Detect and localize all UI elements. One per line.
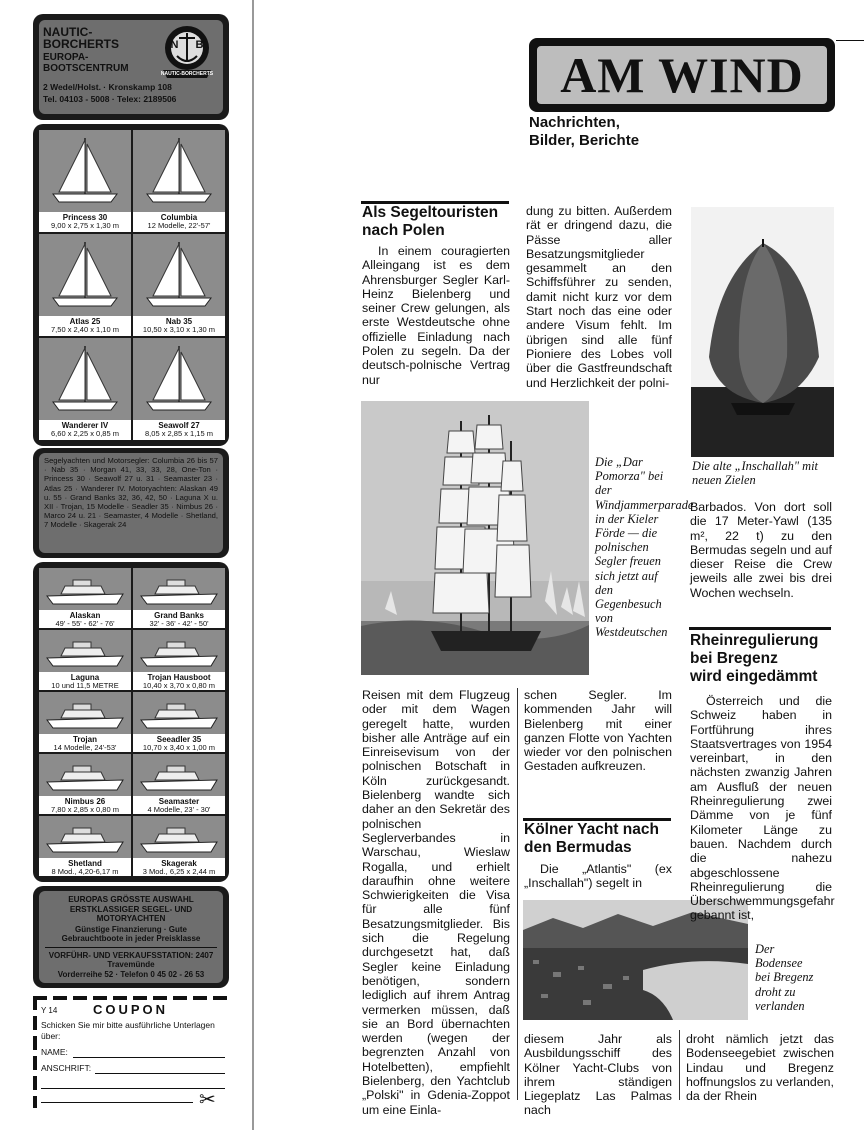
motorboat-picture	[39, 816, 131, 858]
motorboat-card	[39, 568, 131, 628]
motorboat-picture	[133, 568, 225, 610]
motorboat-picture	[133, 754, 225, 796]
sailboat-card	[39, 130, 131, 232]
motorboat-dims: 14 Modelle, 24'-53'	[53, 743, 117, 752]
motorboat-dims: 10 und 11,5 METRE	[51, 681, 119, 690]
article1-col2-top: dung zu bitten. Außerdem rät er dringend dazu, die Pässe aller Besatzungsmitglieder gesammelt an den Schiffsführer zu senden, damit nicht kurz vor dem Start noch das eine oder andere Visum fehlt. Im übrigen sind alle fünf Pioniere des Lobes voll über die Gastfreundschaft und Herzlichkeit der polni-	[526, 204, 672, 390]
nautic-phone: Tel. 04103 - 5008 · Telex: 2189506	[43, 94, 177, 104]
sailboat-grid	[39, 130, 225, 440]
article1-headline-line-1: Als Segeltouristen	[362, 204, 499, 221]
nautic-logo	[157, 24, 217, 80]
motorboat-dims: 3 Mod., 6,25 x 2,44 m	[142, 867, 216, 876]
article2-headline-line-1: Kölner Yacht nach	[524, 821, 659, 838]
scissors-icon: ✂	[199, 1089, 216, 1111]
motorboat-dims: 49' - 55' - 62' - 76'	[55, 619, 115, 628]
article2-lower: diesem Jahr als Ausbildungsschiff des Kölner Yacht-Clubs von ihrem ständigen Liegeplatz Las Palmas nach	[524, 1032, 672, 1118]
coupon-code: Y 14	[41, 1006, 58, 1015]
sailboat-name: Columbia	[160, 213, 198, 222]
motorboat-dims: 4 Modelle, 23' - 30'	[147, 805, 211, 814]
bodensee-caption: Der Bodensee bei Bregenz droht zu verlanden	[755, 942, 814, 1013]
nautic-logo-letters: N B	[170, 39, 204, 51]
motorboat-grid	[39, 568, 225, 876]
section-subtitle	[529, 114, 639, 150]
article2-right: Barbados. Von dort soll die 17 Meter-Yawl (135 m², 22 t) zu den Bermudas segeln und auf dieser Reise die Crew jeweils alle zwei bis drei Wochen wechseln.	[690, 500, 832, 600]
motorboat-name: Laguna	[70, 673, 100, 682]
coupon	[33, 996, 229, 1112]
nautic-logo-ring-text: NAUTIC-BORCHERTS	[160, 71, 214, 77]
sailboat-name: Princess 30	[62, 213, 108, 222]
sailboat-dims: 12 Modelle, 22'-57'	[147, 221, 211, 230]
motorboat-dims: 7,80 x 2,85 x 0,80 m	[51, 805, 119, 814]
motorboat-name: Shetland	[68, 859, 102, 868]
europe-panel	[39, 891, 223, 983]
motorboat-dims: 32' - 36' - 42' - 50'	[149, 619, 209, 628]
europe-ad	[33, 886, 229, 988]
motorboat-picture	[133, 692, 225, 734]
sailboat-dims: 9,00 x 2,75 x 1,30 m	[51, 221, 119, 230]
article2-headline	[524, 821, 684, 857]
motorboat-name: Nimbus 26	[64, 797, 106, 806]
article2-intro: Die „Atlantis" (ex „Inschallah") segelt in	[524, 862, 672, 891]
motorboat-name: Alaskan	[69, 611, 101, 620]
motorboat-picture	[133, 630, 225, 672]
article3-lower: droht nämlich jetzt das Bodenseegebiet zwischen Lindau und Bregenz hoffnungslos zu verlanden, da der Rhein	[686, 1032, 834, 1104]
motorboat-card	[133, 754, 225, 814]
sailboat-name: Atlas 25	[69, 317, 101, 326]
sailboat-name: Wanderer IV	[61, 421, 109, 430]
article3-headline-bar	[689, 627, 831, 630]
nautic-brand-name: NAUTIC-BORCHERTS	[43, 25, 120, 51]
coupon-line-3[interactable]	[41, 1088, 225, 1089]
article1-col2-lower: schen Segler. Im kommenden Jahr will Bielenberg mit einer ganzen Flotte von Yachten wieder vor den polnischen Gestaden aufkreuzen.	[524, 688, 672, 774]
sailboat-card	[39, 338, 131, 440]
motorboat-dims: 10,40 x 3,70 x 0,80 m	[142, 681, 216, 690]
subtitle-line-2: Bilder, Berichte	[529, 132, 640, 149]
motorboat-card	[39, 692, 131, 752]
article1-col1-lower: Reisen mit dem Flugzeug oder mit dem Wagen geregelt hatte, wurden bisher alle Anträge auf ein Einreisevisum von der polnischen Botschaft in Köln zurückgesandt. Bielenberg wandte sich daher an den Sekretär des polnischen Seglerverbandes in Warschau, Wieslaw Rogalla, und erhielt daraufhin ohne weitere Schwierigkeiten die Visa für alle fünf Besatzungsmitglieder. Bis sich die Regelung durchgesetzt hat, daß Segler keine Einladung benötigen, sondern lediglich auf ihrem Antrag vermerken müssen, daß sie an Bord übernachten werden (wegen der begrenzten Anzahl von Hotelbetten), empfiehlt Bielenberg, den Yachtclub „Polski" in Gdenia-Zoppot um eine Einla-	[362, 688, 510, 1117]
subtitle-line-1: Nachrichten,	[529, 114, 620, 131]
sailboat-dims: 7,50 x 2,40 x 1,10 m	[51, 325, 119, 334]
sailboat-picture	[133, 338, 225, 420]
article1-headline-line-2: nach Polen	[362, 222, 445, 239]
motorboat-name: Skagerak	[161, 859, 197, 868]
coupon-address-line[interactable]	[95, 1073, 225, 1074]
europe-financing: Günstige Finanzierung · Gute Gebrauchtboote in jeder Preisklasse	[61, 924, 201, 943]
dar-pomorza-photo	[361, 401, 589, 675]
motorboat-card	[133, 816, 225, 876]
sailboat-card	[133, 234, 225, 336]
nautic-header-panel	[39, 20, 223, 114]
nautic-center-name: EUROPA-BOOTSCENTRUM	[43, 52, 129, 74]
sailboat-card	[133, 130, 225, 232]
sailboat-dims: 10,50 x 3,10 x 1,30 m	[142, 325, 216, 334]
motorboat-picture	[133, 816, 225, 858]
sailboat-picture	[39, 338, 131, 420]
motorboat-picture	[39, 568, 131, 610]
motorboat-name: Grand Banks	[154, 611, 204, 620]
article1-col1-top: In einem couragierten Alleingang ist es dem Ahrensburger Segler Karl-Heinz Bielenberg und seiner Crew gelungen, als erste Westdeutsche ohne offizielle Einladung nach Polen zu segeln. Da der deutsch-polnische Vertrag nur	[362, 244, 510, 387]
motorboat-name: Seeadler 35	[156, 735, 202, 744]
page-gutter	[252, 0, 254, 1130]
coupon-name-line[interactable]	[73, 1057, 225, 1058]
model-list-ad	[33, 448, 229, 558]
motorboat-card	[39, 630, 131, 690]
coupon-title: COUPON	[93, 1002, 169, 1017]
motorboat-card	[39, 754, 131, 814]
dar-pomorza-caption: Die „Dar Pomorza" bei der Windjammerparade in der Kieler Förde — die polnischen Segler freuen sich jetzt auf den Gegenbesuch von Westdeutschen	[595, 455, 694, 640]
column-rule-1	[517, 688, 518, 1100]
model-list-text: Segelyachten und Motorsegler: Columbia 26 bis 57 · Nab 35 · Morgan 41, 33, 33, 28, One-Ton · Princess 30 · Seawolf 27 u. 31 · Seamaster 23 · Atlas 25 · Wanderer IV. Motoryachten: Alaskan 49 u. 55 · Grand Banks 32, 36, 42, 50 · Laguna X u. XII · Trojan, 15 Modelle · Seadler 35 · Nimbus 26 · Marco 24 u. 21 · Seamaster, 4 Modelle · Shetland, 7 Modelle · Skagerak 24	[44, 456, 218, 530]
motorboat-card	[133, 630, 225, 690]
nautic-header-ad	[33, 14, 229, 120]
am-wind-text: AM WIND	[560, 47, 804, 103]
am-wind-logo	[529, 38, 835, 112]
sailboat-picture	[133, 130, 225, 212]
column-rule-2	[679, 1030, 680, 1100]
coupon-line-4[interactable]	[41, 1102, 193, 1103]
coupon-name-label: NAME:	[41, 1047, 68, 1057]
motorboat-card	[133, 568, 225, 628]
sailboat-name: Nab 35	[165, 317, 193, 326]
article2-headline-line-2: den Bermudas	[524, 839, 632, 856]
coupon-instructions: Schicken Sie mir bitte ausführliche Unterlagen über:	[41, 1020, 215, 1041]
nautic-address: 2 Wedel/Holst. · Kronskamp 108	[43, 82, 172, 92]
article1-headline	[362, 204, 512, 240]
article3-body: Österreich und die Schweiz haben in Fortführung ihres Staatsvertrages von 1954 vereinbart, in den nächsten zwanzig Jahren am Ausfluß der neuen Rheinregulierung zwei Dämme von je fünf Kilometer Länge zu bauen. Nachdem durch die nahezu abgeschlossene Rheinregulierung die Überschwemmungsgefahr gebannt ist,	[690, 694, 835, 923]
coupon-left-dash	[33, 996, 37, 1108]
sailboat-card	[133, 338, 225, 440]
sailboat-picture	[133, 234, 225, 316]
model-list-panel	[39, 453, 223, 553]
sailboat-dims: 8,05 x 2,85 x 1,15 m	[145, 429, 213, 438]
inschallah-photo	[691, 207, 834, 457]
europe-station: VORFÜHR- UND VERKAUFSSTATION: 2407 Travemünde	[48, 950, 214, 969]
sailboat-name: Seawolf 27	[158, 421, 200, 430]
motorboat-picture	[39, 630, 131, 672]
motorboat-ad	[33, 562, 229, 882]
sailboat-dims: 6,60 x 2,25 x 0,85 m	[51, 429, 119, 438]
motorboat-dims: 8 Mod., 4,20-6,17 m	[51, 867, 119, 876]
motorboat-name: Trojan	[72, 735, 97, 744]
motorboat-name: Trojan Hausboot	[147, 673, 211, 682]
motorboat-picture	[39, 692, 131, 734]
motorboat-name: Seamaster	[158, 797, 200, 806]
motorboat-dims: 10,70 x 3,40 x 1,00 m	[142, 743, 216, 752]
article3-headline	[690, 632, 850, 686]
inschallah-caption: Die alte „Inschallah" mit neuen Zielen	[692, 459, 818, 488]
article3-headline-line-3: wird eingedämmt	[690, 668, 818, 685]
sailboat-ad	[33, 124, 229, 446]
coupon-address-label: ANSCHRIFT:	[41, 1063, 92, 1073]
article3-headline-line-2: bei Bregenz	[690, 650, 778, 667]
logo-rule	[836, 40, 864, 41]
motorboat-card	[39, 816, 131, 876]
sailboat-picture	[39, 130, 131, 212]
sailboat-card	[39, 234, 131, 336]
coupon-top-dash	[33, 996, 229, 1000]
europe-phone: Vorderreihe 52 · Telefon 0 45 02 - 26 53	[57, 969, 205, 979]
sailboat-picture	[39, 234, 131, 316]
europe-rule	[45, 947, 217, 948]
article3-headline-line-1: Rheinregulierung	[690, 632, 819, 649]
motorboat-card	[133, 692, 225, 752]
motorboat-picture	[39, 754, 131, 796]
europe-headline: EUROPAS GRÖSSTE AUSWAHL ERSTKLASSIGER SEGEL- UND MOTORYACHTEN	[68, 895, 194, 923]
